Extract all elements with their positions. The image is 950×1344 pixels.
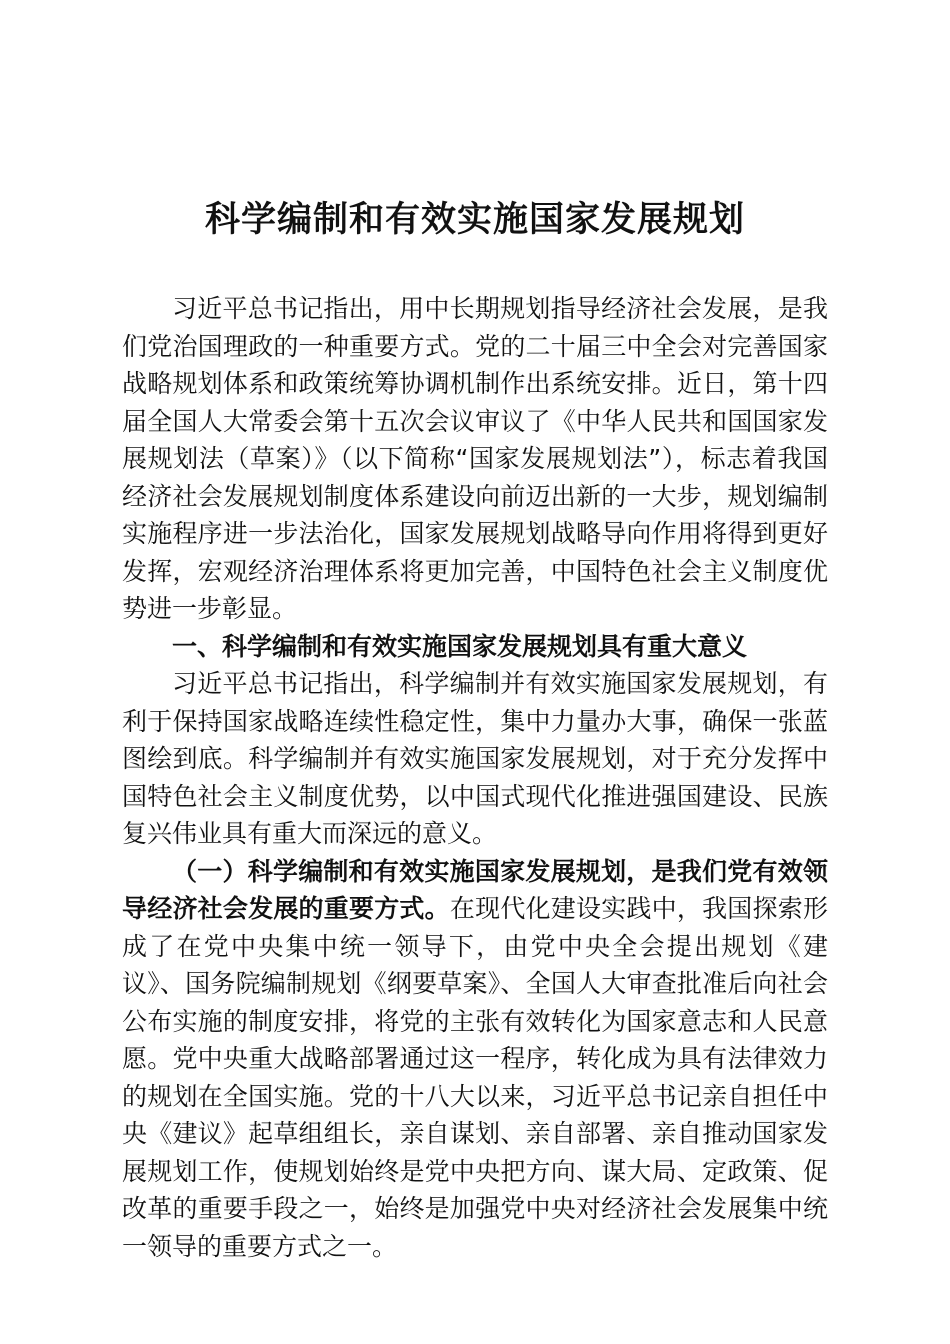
document-body	[122, 290, 828, 1265]
subsection-heading-1: （一）科学编制和有效实施国家发展规划，是我们党有效领导经济社会发展的重要方式。	[122, 856, 828, 923]
section-heading-1: 一、科学编制和有效实施国家发展规划具有重大意义	[172, 631, 748, 661]
subsection-body-1: 在现代化建设实践中，我国探索形成了在党中央集中统一领导下，由党中央全会提出规划《建议》、国务院编制规划《纲要草案》、全国人大审查批准后向社会公布实施的制度安排，将党的主张有效转化为国家意志和人民意愿。党中央重大战略部署通过这一程序，转化成为具有法律效力的规划在全国实施。党的十八大以来，习近平总书记亲自担任中央《建议》起草组组长，亲自谋划、亲自部署、亲自推动国家发展规划工作，使规划始终是党中央把方向、谋大局、定政策、促改革的重要手段之一，始终是加强党中央对经济社会发展集中统一领导的重要方式之一。	[122, 894, 828, 1261]
document-title: 科学编制和有效实施国家发展规划	[204, 199, 745, 240]
paragraph-intro: 习近平总书记指出，用中长期规划指导经济社会发展，是我们党治国理政的一种重要方式。党的二十届三中全会对完善国家战略规划体系和政策统筹协调机制作出系统安排。近日，第十四届全国人大常委会第十五次会议审议了《中华人民共和国国家发展规划法（草案）》（以下简称“国家发展规划法”），标志着我国经济社会发展规划制度体系建设向前迈出新的一大步，规划编制实施程序进一步法治化，国家发展规划战略导向作用将得到更好发挥，宏观经济治理体系将更加完善，中国特色社会主义制度优势进一步彰显。	[122, 294, 828, 623]
paragraph-subsection-1	[122, 853, 828, 1266]
paragraph-significance: 习近平总书记指出，科学编制并有效实施国家发展规划，有利于保持国家战略连续性稳定性，集中力量办大事，确保一张蓝图绘到底。科学编制并有效实施国家发展规划，对于充分发挥中国特色社会主义制度优势，以中国式现代化推进强国建设、民族复兴伟业具有重大而深远的意义。	[122, 669, 828, 848]
